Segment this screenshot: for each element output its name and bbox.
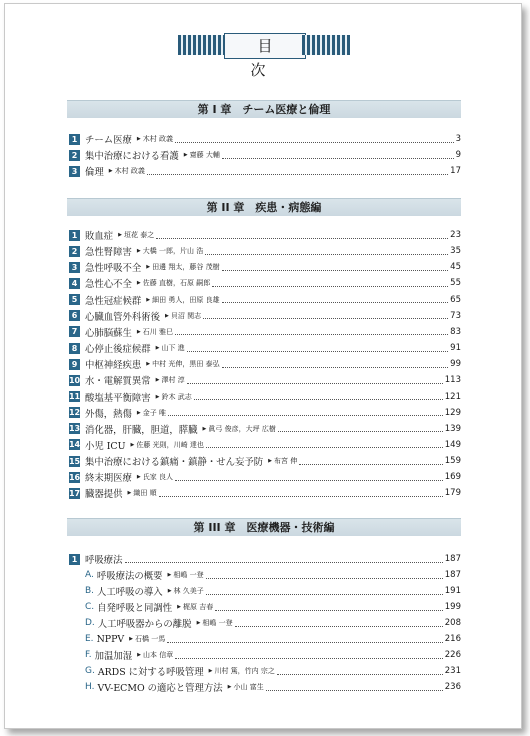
leader-dots bbox=[194, 399, 443, 400]
leader-dots bbox=[212, 286, 448, 287]
leader-dots bbox=[277, 674, 443, 675]
subentry-letter: D. bbox=[85, 618, 95, 629]
leader-dots bbox=[222, 302, 449, 303]
leader-dots bbox=[203, 318, 448, 319]
entry-author: ▶ 鈴木 武志 bbox=[156, 392, 192, 402]
subentry-page-number: 199 bbox=[444, 602, 461, 613]
toc-entry[interactable] bbox=[69, 552, 461, 566]
entry-author: ▶ 澤村 淳 bbox=[156, 375, 185, 385]
leader-dots bbox=[187, 383, 443, 384]
subentry-title: 呼吸療法の概要 bbox=[96, 571, 163, 583]
entry-number-badge: 16 bbox=[68, 472, 81, 482]
entry-author: ▶ 織田 順 bbox=[128, 488, 157, 498]
leader-dots bbox=[206, 578, 443, 579]
subentry-title: 自発呼吸と同調性 bbox=[97, 603, 173, 615]
leader-dots bbox=[206, 447, 443, 448]
entry-page-number: 83 bbox=[450, 326, 461, 337]
subentry-author: ▶ 相嶋 一登 bbox=[168, 570, 204, 580]
entry-author: ▶ 細田 勇人，田原 良雄 bbox=[146, 295, 219, 305]
subentry-title: VV-ECMO の適応と管理方法 bbox=[97, 683, 223, 695]
entry-page-number: 169 bbox=[444, 472, 461, 483]
leader-dots bbox=[168, 415, 443, 416]
toc-entry[interactable] bbox=[69, 132, 461, 146]
entry-page-number: 129 bbox=[444, 407, 461, 418]
entry-author: ▶ 眞弓 俊彦，大坪 広樹 bbox=[203, 424, 276, 434]
entry-page-number: 121 bbox=[444, 391, 461, 402]
entry-number-badge: 17 bbox=[68, 488, 81, 498]
entry-number-badge: 11 bbox=[68, 392, 81, 401]
toc-entry[interactable] bbox=[69, 486, 461, 500]
subentry-page-number: 187 bbox=[444, 570, 461, 581]
entry-number-badge: 5 bbox=[69, 294, 80, 305]
entry-page-number: 159 bbox=[444, 456, 461, 467]
title-stripe-right bbox=[302, 35, 350, 55]
entry-page-number: 99 bbox=[450, 359, 461, 370]
subentry-author: ▶ 林 久美子 bbox=[168, 586, 204, 596]
entry-number-badge: 12 bbox=[68, 408, 81, 418]
subentry-title: NPPV bbox=[96, 633, 125, 645]
leader-dots bbox=[215, 610, 443, 611]
leader-dots bbox=[175, 480, 443, 481]
subentry-page-number: 191 bbox=[444, 586, 461, 597]
toc-subentry[interactable] bbox=[85, 616, 461, 630]
entry-number-badge: 10 bbox=[68, 375, 81, 385]
toc-entry[interactable] bbox=[69, 470, 461, 484]
subentry-page-number: 231 bbox=[444, 666, 461, 677]
toc-entry[interactable] bbox=[69, 341, 461, 355]
toc-title: 目 次 bbox=[224, 33, 306, 59]
leader-dots bbox=[156, 238, 448, 239]
entry-page-number: 73 bbox=[450, 310, 461, 321]
entry-author: ▶ 垣花 泰之 bbox=[118, 230, 154, 240]
chapter-heading: 第 I 章 チーム医療と倫理 bbox=[67, 100, 461, 118]
toc-entry[interactable] bbox=[69, 228, 461, 242]
entry-title: 急性呼吸不全 bbox=[85, 263, 142, 275]
leader-dots bbox=[167, 642, 443, 643]
entry-title: 心停止後症候群 bbox=[85, 344, 151, 356]
entry-author: ▶ 木村 政義 bbox=[109, 166, 145, 176]
subentry-letter: G. bbox=[85, 666, 95, 677]
subentry-author: ▶ 梶原 吉春 bbox=[177, 602, 213, 612]
entry-title: 集中治療における看護 bbox=[85, 151, 179, 163]
toc-entry[interactable] bbox=[69, 422, 461, 436]
chapter-heading: 第 III 章 医療機器・技術編 bbox=[67, 518, 461, 536]
entry-page-number: 35 bbox=[450, 246, 461, 257]
entry-title: 酸塩基平衡障害 bbox=[85, 392, 151, 404]
toc-subentry[interactable] bbox=[85, 568, 461, 582]
entry-title: 外傷，熱傷 bbox=[85, 408, 132, 420]
entry-number-badge: 3 bbox=[69, 166, 80, 177]
leader-dots bbox=[278, 431, 443, 432]
subentry-author: ▶ 石橋 一馬 bbox=[129, 634, 165, 644]
leader-dots bbox=[159, 496, 443, 497]
subentry-author: ▶ 山本 信章 bbox=[137, 650, 173, 660]
entry-number-badge: 6 bbox=[69, 310, 80, 321]
entry-page-number: 45 bbox=[450, 262, 461, 273]
entry-title: 急性心不全 bbox=[85, 279, 132, 291]
entry-page-number: 55 bbox=[450, 278, 461, 289]
entry-number-badge: 3 bbox=[69, 262, 80, 273]
entry-author: ▶ 石川 雅巳 bbox=[137, 327, 173, 337]
subentry-title: 加温加湿 bbox=[94, 651, 133, 663]
toc-entry[interactable] bbox=[69, 309, 461, 323]
toc-entry[interactable] bbox=[69, 438, 461, 452]
leader-dots bbox=[299, 464, 443, 465]
subentry-letter: C. bbox=[85, 602, 95, 613]
entry-author: ▶ 氏家 良人 bbox=[137, 472, 173, 482]
toc-entry[interactable] bbox=[69, 148, 461, 162]
entry-title: 倫理 bbox=[85, 167, 104, 179]
subentry-page-number: 208 bbox=[444, 618, 461, 629]
entry-author: ▶ 木村 政義 bbox=[137, 134, 173, 144]
leader-dots bbox=[266, 690, 443, 691]
entry-number-badge: 4 bbox=[69, 278, 80, 289]
toc-entry[interactable] bbox=[69, 325, 461, 339]
entry-author: ▶ 貝沼 関志 bbox=[165, 311, 201, 321]
toc-subentry[interactable] bbox=[85, 664, 461, 678]
entry-title: 水・電解質異常 bbox=[85, 376, 151, 388]
entry-number-badge: 8 bbox=[69, 343, 80, 354]
entry-number-badge: 9 bbox=[69, 359, 80, 370]
entry-number-badge: 14 bbox=[68, 440, 81, 450]
leader-dots bbox=[175, 334, 448, 335]
entry-page-number: 187 bbox=[444, 554, 461, 564]
entry-title: 中枢神経疾患 bbox=[85, 360, 142, 372]
subentry-author: ▶ 相嶋 一登 bbox=[197, 618, 233, 628]
entry-number-badge: 2 bbox=[69, 246, 80, 257]
entry-number-badge: 15 bbox=[68, 456, 81, 466]
entry-author: ▶ 大橋 一郎，片山 浩 bbox=[137, 246, 203, 256]
toc-subentry[interactable] bbox=[85, 600, 461, 614]
entry-author: ▶ 齋藤 大輔 bbox=[184, 150, 220, 160]
toc-subentry[interactable] bbox=[85, 632, 461, 646]
toc-subentry[interactable] bbox=[85, 680, 461, 694]
entry-number-badge: 1 bbox=[69, 554, 80, 565]
leader-dots bbox=[205, 254, 448, 255]
leader-dots bbox=[187, 351, 448, 352]
subentry-author: ▶ 川村 篤，竹内 宗之 bbox=[209, 666, 275, 676]
entry-number-badge: 7 bbox=[69, 326, 80, 337]
leader-dots bbox=[175, 142, 454, 143]
entry-page-number: 139 bbox=[444, 423, 461, 434]
entry-title: 急性腎障害 bbox=[85, 247, 132, 259]
entry-number-badge: 1 bbox=[69, 230, 80, 241]
entry-page-number: 17 bbox=[450, 166, 461, 177]
leader-dots bbox=[235, 626, 443, 627]
entry-number-badge: 1 bbox=[69, 134, 80, 145]
entry-title: 心肺脳蘇生 bbox=[85, 327, 132, 339]
entry-author: ▶ 佐藤 光則，川崎 達也 bbox=[131, 440, 204, 450]
entry-title: 集中治療における鎮痛・鎮静・せん妄予防 bbox=[85, 457, 264, 469]
entry-title: 呼吸療法 bbox=[85, 555, 123, 566]
subentry-letter: A. bbox=[85, 570, 94, 581]
toc-entry[interactable] bbox=[69, 406, 461, 420]
subentry-title: 人工呼吸の導入 bbox=[97, 587, 163, 599]
toc-title-banner bbox=[178, 33, 350, 79]
entry-title: 小児 ICU bbox=[85, 440, 126, 452]
leader-dots bbox=[206, 594, 443, 595]
toc-entry[interactable] bbox=[69, 390, 461, 404]
entry-number-badge: 2 bbox=[69, 150, 80, 161]
toc-entry[interactable] bbox=[69, 164, 461, 178]
entry-page-number: 149 bbox=[444, 439, 461, 450]
leader-dots bbox=[222, 367, 449, 368]
entry-title: 敗血症 bbox=[85, 231, 114, 242]
subentry-title: 人工呼吸器からの離脱 bbox=[97, 619, 192, 631]
toc-entry[interactable] bbox=[69, 276, 461, 290]
title-stripe-left bbox=[178, 35, 226, 55]
entry-page-number: 91 bbox=[450, 343, 461, 354]
entry-author: ▶ 金子 唯 bbox=[137, 408, 166, 418]
toc-entry[interactable] bbox=[69, 357, 461, 371]
entry-title: 心臓血管外科術後 bbox=[85, 311, 161, 323]
chapter-heading: 第 II 章 疾患・病態編 bbox=[67, 198, 461, 216]
entry-page-number: 9 bbox=[455, 150, 461, 161]
toc-subentry[interactable] bbox=[85, 584, 461, 598]
toc-entry[interactable] bbox=[69, 260, 461, 274]
entry-page-number: 113 bbox=[444, 375, 461, 386]
subentry-letter: F. bbox=[85, 650, 92, 661]
subentry-letter: H. bbox=[85, 682, 95, 693]
entry-author: ▶ 中村 光伸，黒田 泰弘 bbox=[146, 359, 219, 369]
subentry-page-number: 236 bbox=[444, 682, 461, 693]
subentry-letter: E. bbox=[85, 634, 94, 645]
entry-title: 急性冠症候群 bbox=[85, 295, 142, 307]
entry-author: ▶ 田邊 翔太，藤谷 茂樹 bbox=[146, 262, 219, 272]
entry-author: ▶ 佐藤 直樹，石原 嗣郎 bbox=[137, 278, 210, 288]
entry-title: チーム医療 bbox=[85, 135, 132, 146]
toc-entry[interactable] bbox=[69, 293, 461, 307]
entry-number-badge: 13 bbox=[68, 424, 81, 434]
subentry-page-number: 216 bbox=[444, 634, 461, 645]
leader-dots bbox=[222, 158, 454, 159]
subentry-letter: B. bbox=[85, 586, 95, 597]
subentry-author: ▶ 小山 富生 bbox=[228, 682, 264, 692]
entry-title: 消化器，肝臓，胆道，膵臓 bbox=[85, 424, 198, 436]
toc-entry[interactable] bbox=[69, 244, 461, 258]
leader-dots bbox=[175, 658, 443, 659]
entry-page-number: 3 bbox=[455, 134, 461, 144]
subentry-page-number: 226 bbox=[444, 650, 461, 661]
leader-dots bbox=[125, 562, 443, 563]
entry-page-number: 23 bbox=[450, 230, 461, 240]
toc-subentry[interactable] bbox=[85, 648, 461, 662]
entry-page-number: 65 bbox=[450, 294, 461, 305]
entry-page-number: 179 bbox=[444, 488, 461, 499]
toc-entry[interactable] bbox=[69, 373, 461, 387]
subentry-title: ARDS に対する呼吸管理 bbox=[97, 667, 204, 679]
entry-title: 終末期医療 bbox=[85, 473, 132, 485]
entry-author: ▶ 山下 進 bbox=[156, 343, 185, 353]
leader-dots bbox=[147, 174, 448, 175]
entry-author: ▶ 布宮 伸 bbox=[268, 456, 297, 466]
leader-dots bbox=[222, 270, 449, 271]
toc-entry[interactable] bbox=[69, 454, 461, 468]
entry-title: 臓器提供 bbox=[85, 489, 123, 501]
